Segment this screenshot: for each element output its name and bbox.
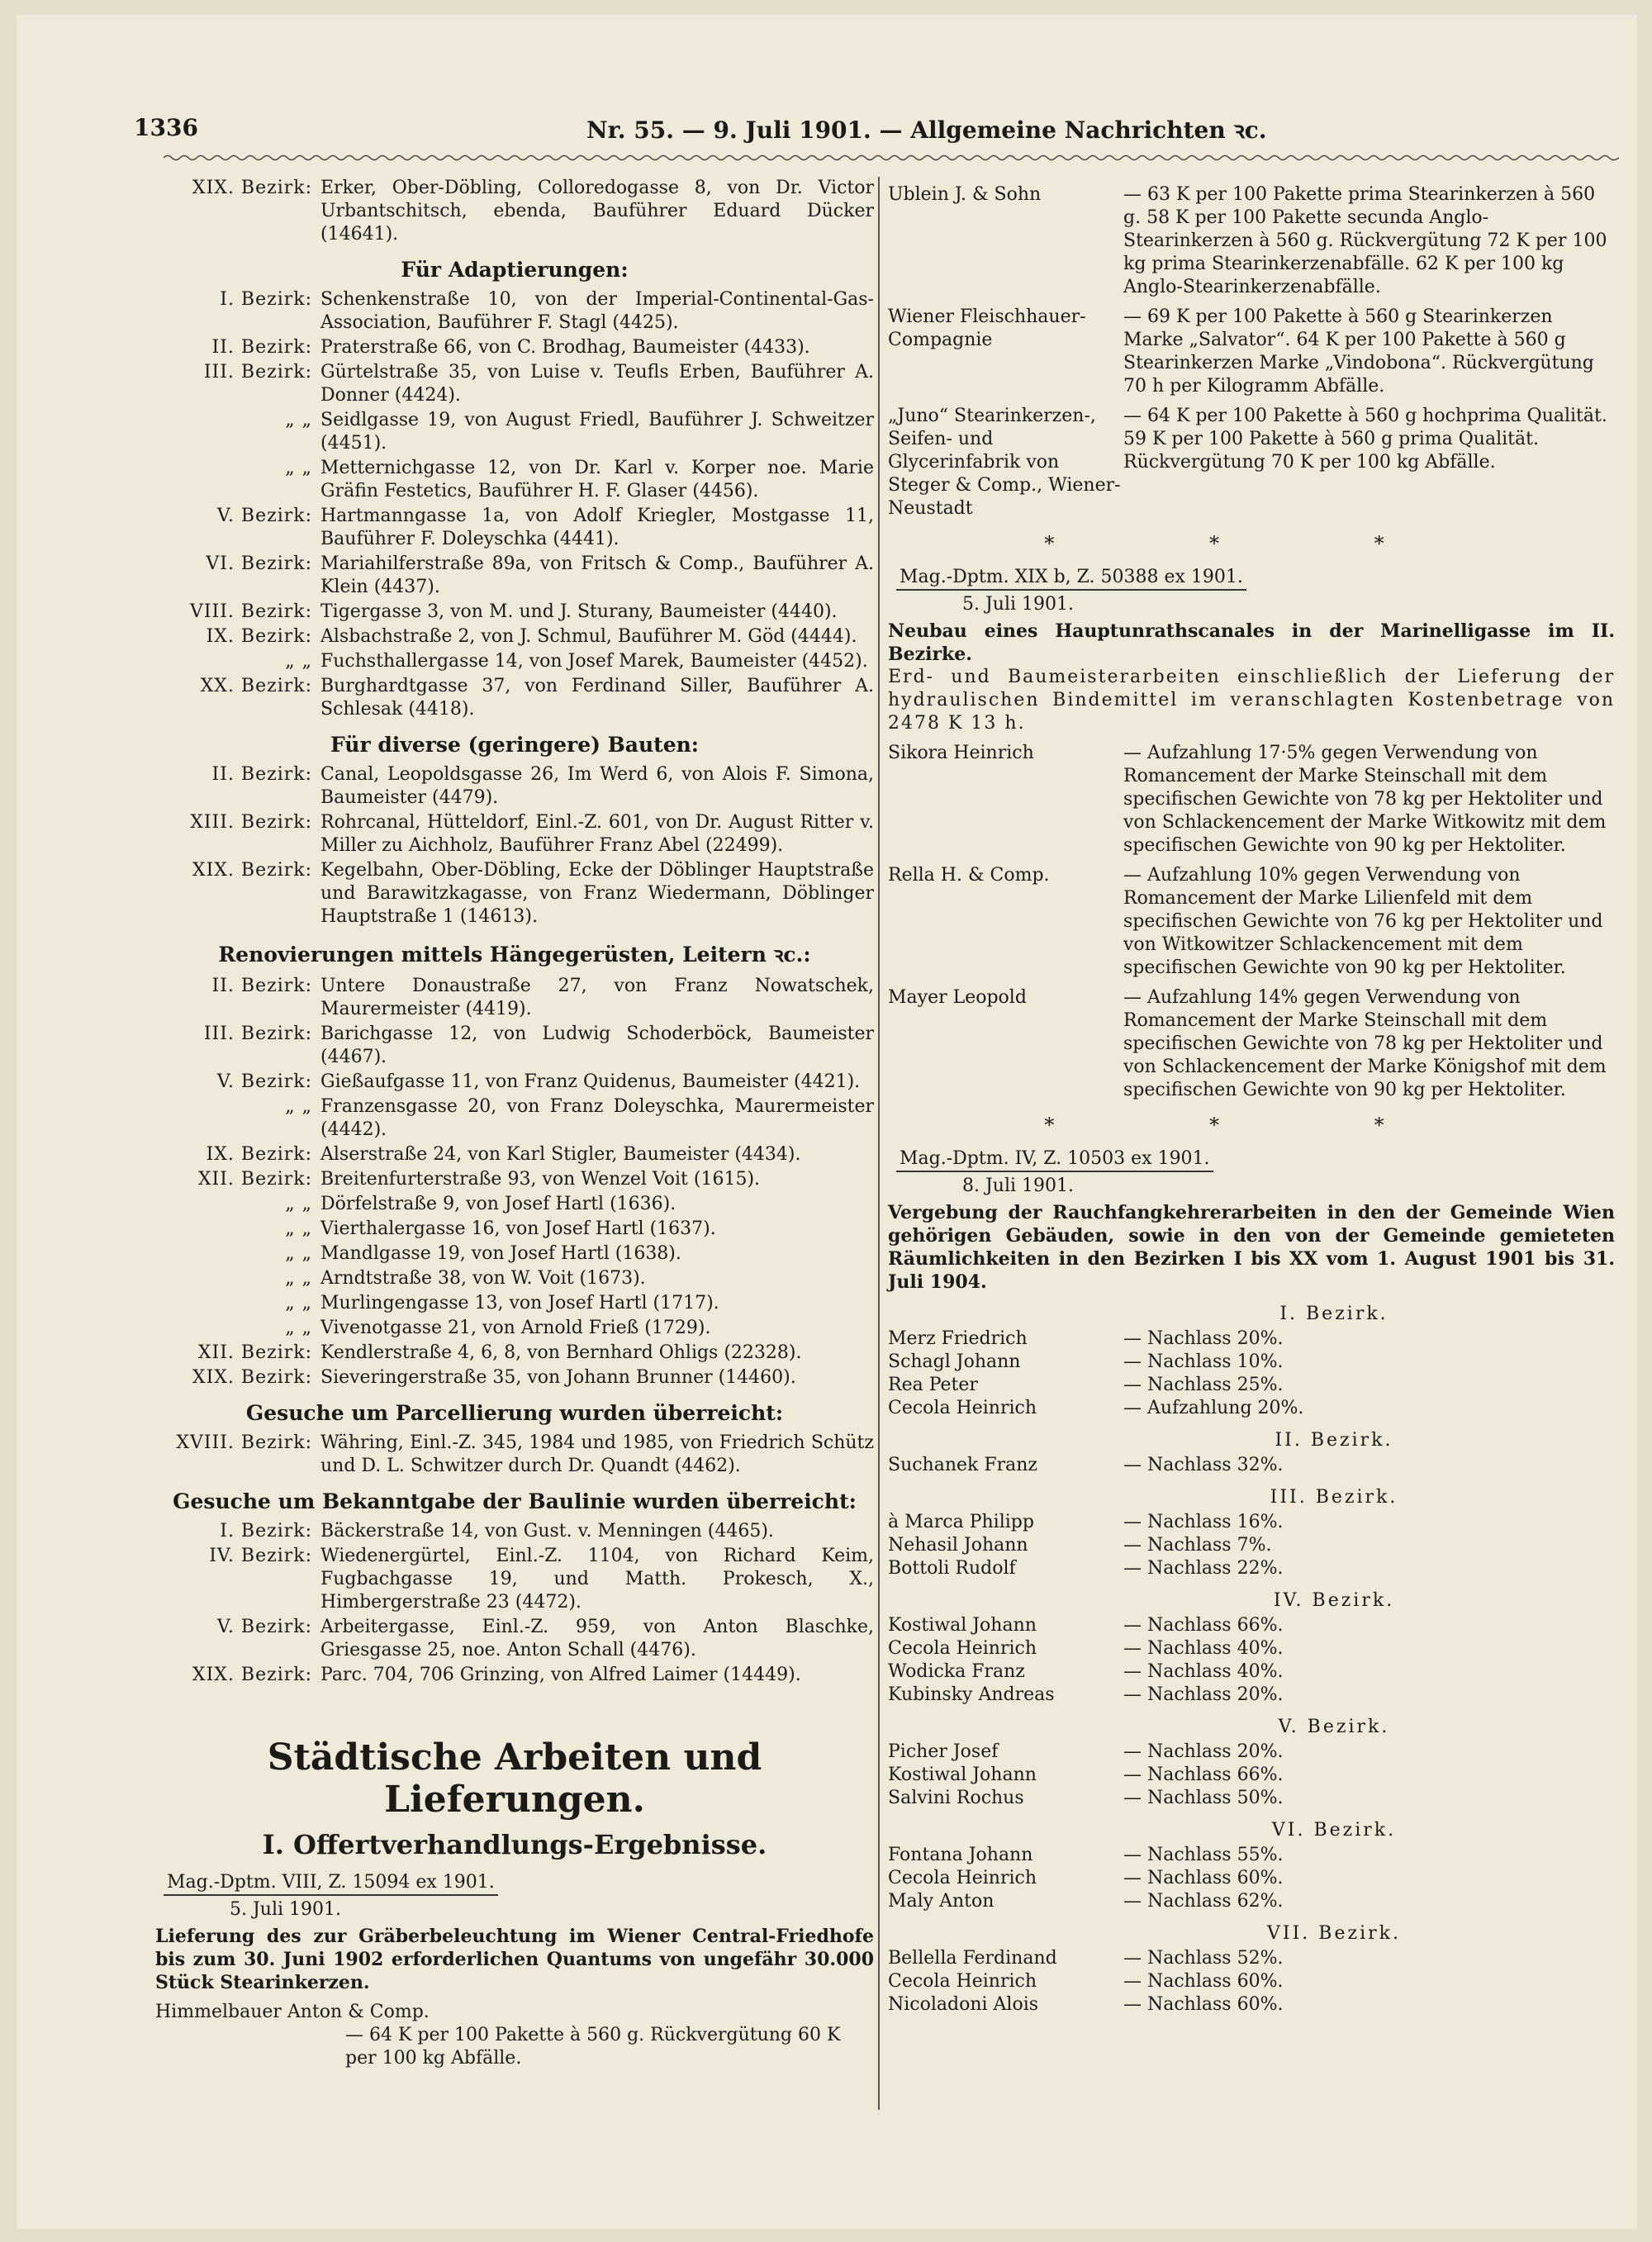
result-row (888, 1614, 1615, 1637)
result-row (888, 1511, 1615, 1534)
district-entry (155, 1664, 874, 1687)
bid-entry (888, 306, 1615, 398)
district-entry (155, 361, 874, 407)
district-entry (155, 975, 874, 1021)
district-heading: III. Bezirk. (1270, 1487, 1398, 1508)
district-label: V. Bezirk: (216, 1617, 312, 1637)
result-value: — Nachlass 20%. (1123, 1328, 1284, 1349)
result-row (888, 1947, 1615, 1970)
district-label: V. Bezirk: (216, 1071, 312, 1092)
result-row (888, 1844, 1615, 1867)
column-divider (878, 177, 880, 2110)
district-entry (155, 601, 874, 624)
contractor-name: Nehasil Johann (888, 1535, 1028, 1556)
district-entry (155, 1218, 874, 1241)
result-value: — Nachlass 52%. (1123, 1948, 1284, 1969)
district-label: III. Bezirk: (203, 1024, 312, 1044)
entry-text: Schenkenstraße 10, von der Imperial-Continental-Gas-Association, Bauführer F. Stagl (4425). (320, 289, 874, 333)
district-heading: VII. Bezirk. (1267, 1923, 1401, 1944)
district-label: VIII. Bezirk: (189, 601, 312, 622)
entry-text: Kegelbahn, Ober-Döbling, Ecke der Döblinger Hauptstraße und Barawitzkagasse, von Franz Wiedermann, Döblinger Hauptstraße 1 (14613). (320, 860, 874, 927)
result-value: — Nachlass 20%. (1123, 1741, 1284, 1762)
result-value: — Nachlass 20%. (1123, 1684, 1284, 1705)
result-row (888, 1557, 1615, 1580)
district-label: II. Bezirk: (211, 976, 312, 996)
bid-terms: — Aufzahlung 10% gegen Verwendung von Romancement der Marke Lilienfeld mit dem specifischen Gewichte von 76 kg per Hektoliter und von Witkowitzer Schlackencement mit dem specifischen Gewichte von 90 kg per Hektoliter. (1123, 865, 1603, 978)
contractor-name: Suchanek Franz (888, 1455, 1038, 1475)
district-entry (155, 553, 874, 599)
entry-text: Erker, Ober-Döbling, Colloredogasse 8, von Dr. Victor Urbantschitsch, ebenda, Bauführer Eduard Dücker (14641). (320, 178, 874, 245)
district-entry (155, 675, 874, 721)
district-label: „ „ (285, 651, 312, 672)
result-value: — Nachlass 55%. (1123, 1845, 1284, 1865)
header-rule (164, 154, 1619, 162)
district-label: I. Bezirk: (220, 1521, 312, 1541)
entry-text: Franzensgasse 20, von Franz Doleyschka, Maurermeister (4442). (320, 1096, 874, 1140)
district-heading: II. Bezirk. (1275, 1430, 1393, 1451)
bidder-name: Ublein J. & Sohn (888, 184, 1042, 205)
district-entry (155, 763, 874, 810)
contractor-name: Schagl Johann (888, 1351, 1021, 1372)
section-heading-renovierungen: Renovierungen mittels Hängegerüsten, Leitern ꝛc.: (218, 943, 811, 967)
entry-text: Hartmanngasse 1a, von Adolf Kriegler, Mostgasse 11, Bauführer F. Doleyschka (4441). (320, 506, 874, 549)
entry-text: Canal, Leopoldsgasse 26, Im Werd 6, von Alois F. Simona, Baumeister (4479). (320, 764, 874, 808)
result-value: — Nachlass 60%. (1123, 1971, 1284, 1992)
bid-terms: — 64 K per 100 Pakette à 560 g hochprima Qualität. 59 K per 100 Pakette à 560 g prima Qualität. Rückvergütung 70 K per 100 kg Abfälle. (1123, 406, 1607, 473)
district-heading: IV. Bezirk. (1273, 1590, 1395, 1611)
district-entry (155, 1143, 874, 1166)
district-label: I. Bezirk: (220, 289, 312, 310)
result-row (888, 1741, 1615, 1764)
entry-text: Seidlgasse 19, von August Friedl, Bauführer J. Schweitzer (4451). (320, 410, 874, 454)
district-entry (155, 1317, 874, 1340)
result-row (888, 1684, 1615, 1707)
district-entry (155, 1292, 874, 1315)
bidder-name: Mayer Leopold (888, 987, 1027, 1008)
section-heading-baulinie: Gesuche um Bekanntgabe der Baulinie wurden überreicht: (173, 1489, 857, 1513)
district-entry (155, 336, 874, 359)
district-label: IV. Bezirk: (209, 1546, 312, 1566)
district-label: IX. Bezirk: (206, 1144, 312, 1165)
contractor-name: Picher Josef (888, 1741, 999, 1762)
district-label: „ „ (285, 1268, 312, 1289)
district-label: XVIII. Bezirk: (176, 1432, 312, 1453)
entry-text: Rohrcanal, Hütteldorf, Einl.-Z. 601, von Dr. August Ritter v. Miller zu Aichholz, Bauführer Franz Abel (22499). (320, 812, 874, 856)
department-reference: Mag.-Dptm. IV, Z. 10503 ex 1901. (896, 1148, 1213, 1172)
district-label: III. Bezirk: (203, 362, 312, 382)
entry-text: Parc. 704, 706 Grinzing, von Alfred Laimer (14449). (320, 1665, 801, 1685)
contractor-name: Cecola Heinrich (888, 1971, 1037, 1992)
bid-terms: — Aufzahlung 14% gegen Verwendung von Romancement der Marke Steinschall mit dem specifischen Gewichte von 78 kg per Hektoliter und von Schlackencement der Marke Königshof mit dem specifischen Gewichte von 90 kg per Hektoliter. (1123, 987, 1607, 1100)
district-entry (155, 505, 874, 551)
bid-entry (155, 2001, 874, 2070)
district-entry (155, 859, 874, 929)
district-label: „ „ (285, 1243, 312, 1264)
left-column (155, 177, 874, 2070)
district-entry (155, 1242, 874, 1266)
entry-text: Barichgasse 12, von Ludwig Schoderböck, Baumeister (4467). (320, 1024, 874, 1067)
section-heading-diverse: Für diverse (geringere) Bauten: (330, 733, 700, 757)
district-label: IX. Bezirk: (206, 626, 312, 647)
entry-text: Dörfelstraße 9, von Josef Hartl (1636). (320, 1194, 676, 1214)
result-value: — Nachlass 22%. (1123, 1558, 1284, 1579)
entry-text: Währing, Einl.-Z. 345, 1984 und 1985, von Friedrich Schütz und D. L. Schwitzer durch Dr. Quandt (4462). (320, 1432, 874, 1476)
entry-text: Alserstraße 24, von Karl Stigler, Baumeister (4434). (320, 1144, 801, 1165)
district-label: „ „ (285, 1318, 312, 1338)
subsection-title: I. Offertverhandlungs-Ergebnisse. (262, 1829, 767, 1860)
entry-text: Tigergasse 3, von M. und J. Sturany, Baumeister (4440). (320, 601, 838, 622)
result-value: — Nachlass 32%. (1123, 1455, 1284, 1475)
district-entry (155, 1267, 874, 1290)
district-entry (155, 811, 874, 857)
notice-date: 5. Juli 1901. (230, 1899, 342, 1920)
contractor-name: Bottoli Rudolf (888, 1558, 1016, 1579)
result-value: — Nachlass 66%. (1123, 1765, 1284, 1785)
entry-text: Wiedenergürtel, Einl.-Z. 1104, von Richard Keim, Fugbachgasse 19, und Matth. Prokesch, X., Himbergerstraße 23 (4472). (320, 1546, 874, 1613)
bid-terms: — 63 K per 100 Pakette prima Stearinkerzen à 560 g. 58 K per 100 Pakette secunda Anglo-Stearinkerzen à 560 g. Rückvergütung 72 K per 100 kg prima Stearinkerzenabfälle. 62 K per 100 kg Anglo-Stearinkerzenabfälle. (1123, 184, 1607, 297)
bid-entry (888, 742, 1615, 857)
bidder-name: Wiener Fleischhauer-Compagnie (888, 306, 1086, 350)
entry-text: Murlingengasse 13, von Josef Hartl (1717). (320, 1293, 719, 1313)
entry-text: Arbeitergasse, Einl.-Z. 959, von Anton Blaschke, Griesgasse 25, noe. Anton Schall (4476). (320, 1617, 874, 1660)
result-row (888, 1397, 1615, 1420)
result-value: — Nachlass 66%. (1123, 1615, 1284, 1636)
result-row (888, 1867, 1615, 1890)
district-label: „ „ (285, 458, 312, 478)
district-label: II. Bezirk: (211, 764, 312, 785)
district-entry (155, 1616, 874, 1662)
result-row (888, 1787, 1615, 1810)
entry-text: Mariahilferstraße 89a, von Fritsch & Comp., Bauführer A. Klein (4437). (320, 553, 874, 597)
result-row (888, 1534, 1615, 1557)
main-section-title: Städtische Arbeiten und Lieferungen. (267, 1736, 762, 1821)
district-heading: V. Bezirk. (1278, 1717, 1390, 1737)
district-label: II. Bezirk: (211, 337, 312, 358)
entry-text: Burghardtgasse 37, von Ferdinand Siller, Bauführer A. Schlesak (4418). (320, 676, 874, 720)
result-row (888, 1993, 1615, 2016)
department-reference: Mag.-Dptm. XIX b, Z. 50388 ex 1901. (896, 567, 1246, 591)
result-row (888, 1328, 1615, 1351)
result-row (888, 1351, 1615, 1374)
contractor-name: Maly Anton (888, 1891, 995, 1912)
district-label: XIX. Bezirk: (192, 860, 312, 881)
bid-terms: — 69 K per 100 Pakette à 560 g Stearinkerzen Marke „Salvator“. 64 K per 100 Pakette à 560 g Stearinkerzen Marke „Vindobona“. Rückvergütung 70 h per Kilogramm Abfälle. (1123, 306, 1594, 397)
notice-subject: Neubau eines Hauptunrathscanales in der Marinelligasse im II. Bezirke. (888, 620, 1615, 665)
contractor-name: Salvini Rochus (888, 1788, 1024, 1808)
page-header (134, 114, 1267, 155)
bid-terms: — Aufzahlung 17·5% gegen Verwendung von Romancement der Marke Steinschall mit dem specifischen Gewichte von 78 kg per Hektoliter und von Schlackencement der Marke Witkowitz mit dem specifischen Gewichte von 90 kg per Hektoliter. (1123, 743, 1607, 856)
contractor-name: Cecola Heinrich (888, 1868, 1037, 1888)
bid-entry (888, 986, 1615, 1102)
district-entry (155, 1023, 874, 1069)
district-label: XII. Bezirk: (197, 1169, 312, 1190)
district-entry (155, 1342, 874, 1365)
result-value: — Nachlass 62%. (1123, 1891, 1284, 1912)
bid-entry (888, 405, 1615, 520)
contractor-name: Merz Friedrich (888, 1328, 1028, 1349)
district-label: XII. Bezirk: (197, 1342, 312, 1363)
result-value: — Nachlass 60%. (1123, 1994, 1284, 2015)
notice-date: 5. Juli 1901. (962, 594, 1075, 615)
district-entry (155, 1095, 874, 1142)
result-row (888, 1764, 1615, 1787)
district-label: „ „ (285, 1194, 312, 1214)
district-label: XIII. Bezirk: (190, 812, 312, 833)
result-row (888, 1374, 1615, 1397)
result-value: — Nachlass 40%. (1123, 1661, 1284, 1682)
entry-text: Gießaufgasse 11, von Franz Quidenus, Baumeister (4421). (320, 1071, 861, 1092)
result-row (888, 1970, 1615, 1993)
result-row (888, 1660, 1615, 1684)
district-heading: VI. Bezirk. (1271, 1820, 1397, 1841)
contractor-name: Cecola Heinrich (888, 1638, 1037, 1659)
contractor-name: Nicoladoni Alois (888, 1994, 1039, 2015)
district-entry (155, 1432, 874, 1478)
contractor-name: Kostiwal Johann (888, 1765, 1037, 1785)
entry-text: Untere Donaustraße 27, von Franz Nowatschek, Maurermeister (4419). (320, 976, 874, 1019)
result-value: — Nachlass 7%. (1123, 1535, 1272, 1556)
bidder-name: Sikora Heinrich (888, 743, 1034, 763)
contractor-name: Kubinsky Andreas (888, 1684, 1055, 1705)
entry-text: Alsbachstraße 2, von J. Schmul, Bauführer M. Göd (4444). (320, 626, 857, 647)
result-value: — Nachlass 10%. (1123, 1351, 1284, 1372)
entry-text: Kendlerstraße 4, 6, 8, von Bernhard Ohligs (22328). (320, 1342, 802, 1363)
department-reference: Mag.-Dptm. VIII, Z. 15094 ex 1901. (164, 1872, 498, 1896)
contractor-name: Wodicka Franz (888, 1661, 1025, 1682)
district-entry (155, 1193, 874, 1216)
district-label: „ „ (285, 1218, 312, 1239)
district-label: VI. Bezirk: (206, 553, 312, 574)
section-separator: * * * (1044, 1114, 1459, 1137)
district-label: „ „ (285, 1293, 312, 1313)
contractor-name: Bellella Ferdinand (888, 1948, 1057, 1969)
contractor-name: Rea Peter (888, 1375, 978, 1395)
district-entry (155, 1545, 874, 1614)
result-row (888, 1454, 1615, 1477)
notice-subject: Vergebung der Rauchfangkehrerarbeiten in den der Gemeinde Wien gehörigen Gebäuden, sowie in den von der Gemeinde gemieteten Räumlichkeiten in den Bezirken I bis XX vom 1. August 1901 bis 31. Juli 1904. (888, 1202, 1615, 1293)
bidder-name: Rella H. & Comp. (888, 865, 1050, 886)
district-label: XIX. Bezirk: (192, 178, 312, 198)
district-entry (155, 177, 874, 246)
district-entry (155, 650, 874, 673)
running-head: Nr. 55. — 9. Juli 1901. — Allgemeine Nachrichten ꝛc. (586, 116, 1267, 144)
district-heading: I. Bezirk. (1279, 1304, 1389, 1324)
district-entry (155, 1520, 874, 1543)
entry-text: Praterstraße 66, von C. Brodhag, Baumeister (4433). (320, 337, 810, 358)
bid-entry (888, 183, 1615, 299)
right-column (888, 177, 1615, 2016)
district-entry (155, 1168, 874, 1191)
entry-text: Vivenotgasse 21, von Arnold Frieß (1729). (320, 1318, 711, 1338)
district-entry (155, 409, 874, 455)
entry-text: Sieveringerstraße 35, von Johann Brunner (14460). (320, 1367, 796, 1388)
result-value: — Aufzahlung 20%. (1123, 1398, 1304, 1418)
entry-text: Fuchsthallergasse 14, von Josef Marek, Baumeister (4452). (320, 651, 868, 672)
contractor-name: à Marca Philipp (888, 1512, 1034, 1532)
notice-subject: Lieferung des zur Gräberbeleuchtung im Wiener Central-Friedhofe bis zum 30. Juni 1902 erforderlichen Quantums von ungefähr 30.000 Stück Stearinkerzen. (155, 1926, 874, 1993)
page-number: 1336 (134, 114, 198, 141)
section-heading-adaptierungen: Für Adaptierungen: (401, 258, 629, 282)
district-label: XIX. Bezirk: (192, 1367, 312, 1388)
notice-description: Erd- und Baumeisterarbeiten einschließlich der Lieferung der hydraulischen Bindemittel im veranschlagten Kostenbetrage von 2478 K 13 h. (888, 667, 1615, 734)
contractor-name: Kostiwal Johann (888, 1615, 1037, 1636)
contractor-name: Cecola Heinrich (888, 1398, 1037, 1418)
result-value: — Nachlass 40%. (1123, 1638, 1284, 1659)
bid-terms: — 64 K per 100 Pakette à 560 g. Rückvergütung 60 K per 100 kg Abfälle. (345, 2025, 841, 2069)
district-entry (155, 1071, 874, 1094)
entry-text: Metternichgasse 12, von Dr. Karl v. Korper noe. Marie Gräfin Festetics, Bauführer H. F. Glaser (4456). (320, 458, 874, 501)
district-entry (155, 288, 874, 335)
bidder-name: „Juno“ Stearinkerzen-, Seifen- und Glycerinfabrik von Steger & Comp., Wiener-Neustadt (888, 406, 1121, 519)
entry-text: Gürtelstraße 35, von Luise v. Teufls Erben, Bauführer A. Donner (4424). (320, 362, 874, 406)
district-entry (155, 625, 874, 648)
bid-entry (888, 864, 1615, 980)
result-value: — Nachlass 25%. (1123, 1375, 1284, 1395)
result-row (888, 1637, 1615, 1660)
contractor-name: Fontana Johann (888, 1845, 1033, 1865)
result-value: — Nachlass 50%. (1123, 1788, 1284, 1808)
district-label: „ „ (285, 1096, 312, 1117)
notice-date: 8. Juli 1901. (962, 1176, 1075, 1196)
result-row (888, 1890, 1615, 1913)
bidder-name: Himmelbauer Anton & Comp. (155, 2002, 430, 2022)
entry-text: Breitenfurterstraße 93, von Wenzel Voit (1615). (320, 1169, 761, 1190)
district-label: „ „ (285, 410, 312, 430)
district-entry (155, 1366, 874, 1389)
district-label: XX. Bezirk: (200, 676, 312, 696)
district-label: XIX. Bezirk: (192, 1665, 312, 1685)
result-value: — Nachlass 16%. (1123, 1512, 1284, 1532)
section-heading-parcellierung: Gesuche um Parcellierung wurden überreicht: (245, 1401, 784, 1425)
result-value: — Nachlass 60%. (1123, 1868, 1284, 1888)
entry-text: Vierthalergasse 16, von Josef Hartl (1637). (320, 1218, 716, 1239)
entry-text: Mandlgasse 19, von Josef Hartl (1638). (320, 1243, 681, 1264)
district-label: V. Bezirk: (216, 506, 312, 526)
entry-text: Bäckerstraße 14, von Gust. v. Menningen (4465). (320, 1521, 774, 1541)
section-separator: * * * (1044, 532, 1459, 555)
entry-text: Arndtstraße 38, von W. Voit (1673). (320, 1268, 646, 1289)
district-entry (155, 457, 874, 503)
